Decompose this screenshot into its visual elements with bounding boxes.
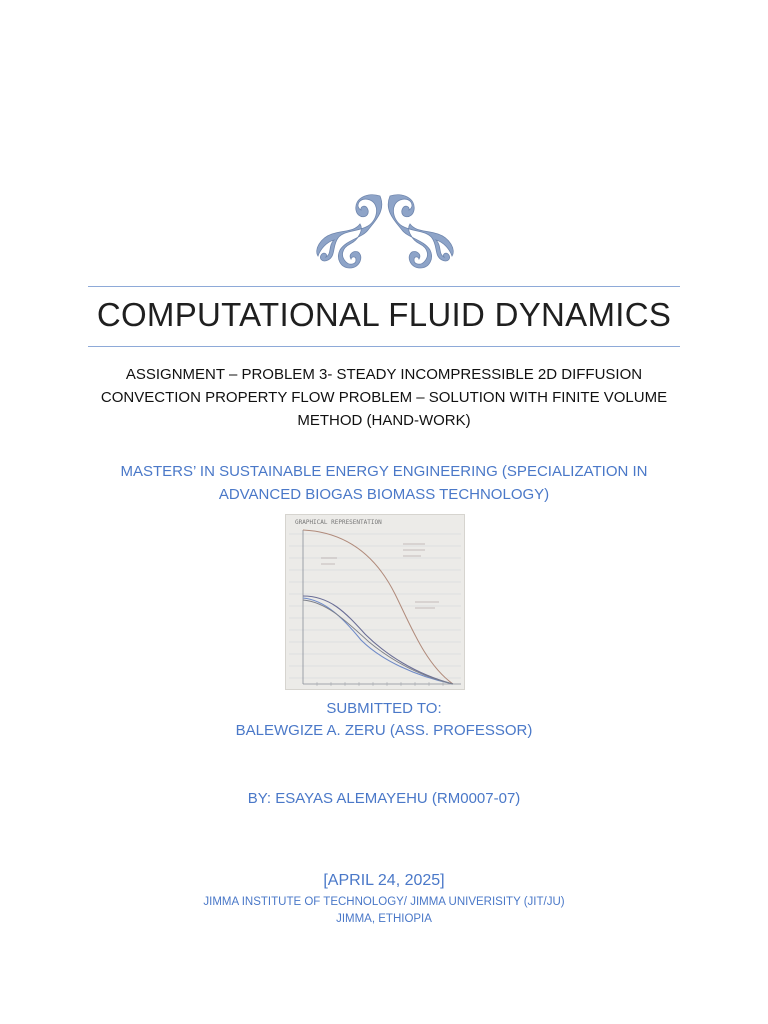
supervisor-name: BALEWGIZE A. ZERU (ASS. PROFESSOR) — [235, 722, 533, 739]
title-top-rule — [88, 286, 680, 287]
institution-name: JIMMA INSTITUTE OF TECHNOLOGY/ JIMMA UNIVERISITY (JIT/JU) — [203, 896, 565, 908]
submission-date: [APRIL 24, 2025] — [323, 872, 445, 889]
author-name: BY: ESAYAS ALEMAYEHU (RM0007-07) — [247, 790, 521, 807]
institution-location: JIMMA, ETHIOPIA — [336, 913, 432, 925]
page-title: COMPUTATIONAL FLUID DYNAMICS — [96, 296, 672, 333]
assignment-subtitle: ASSIGNMENT – PROBLEM 3- STEADY INCOMPRESSIBLE 2D DIFFUSION CONVECTION PROPERTY FLOW PROBLEM – SOLUTION WITH FINITE VOLUME METHOD (HAND-WORK) — [100, 366, 668, 429]
graph-photo — [285, 514, 465, 690]
program-name: MASTERS’ IN SUSTAINABLE ENERGY ENGINEERING (SPECIALIZATION IN ADVANCED BIOGAS BIOMASS TECHNOLOGY) — [120, 463, 648, 503]
title-bottom-rule — [88, 346, 680, 347]
flourish-ornament-icon — [310, 190, 460, 272]
submitted-to-label: SUBMITTED TO: — [326, 700, 442, 717]
graph-heading: GRAPHICAL REPRESENTATION — [295, 519, 382, 526]
